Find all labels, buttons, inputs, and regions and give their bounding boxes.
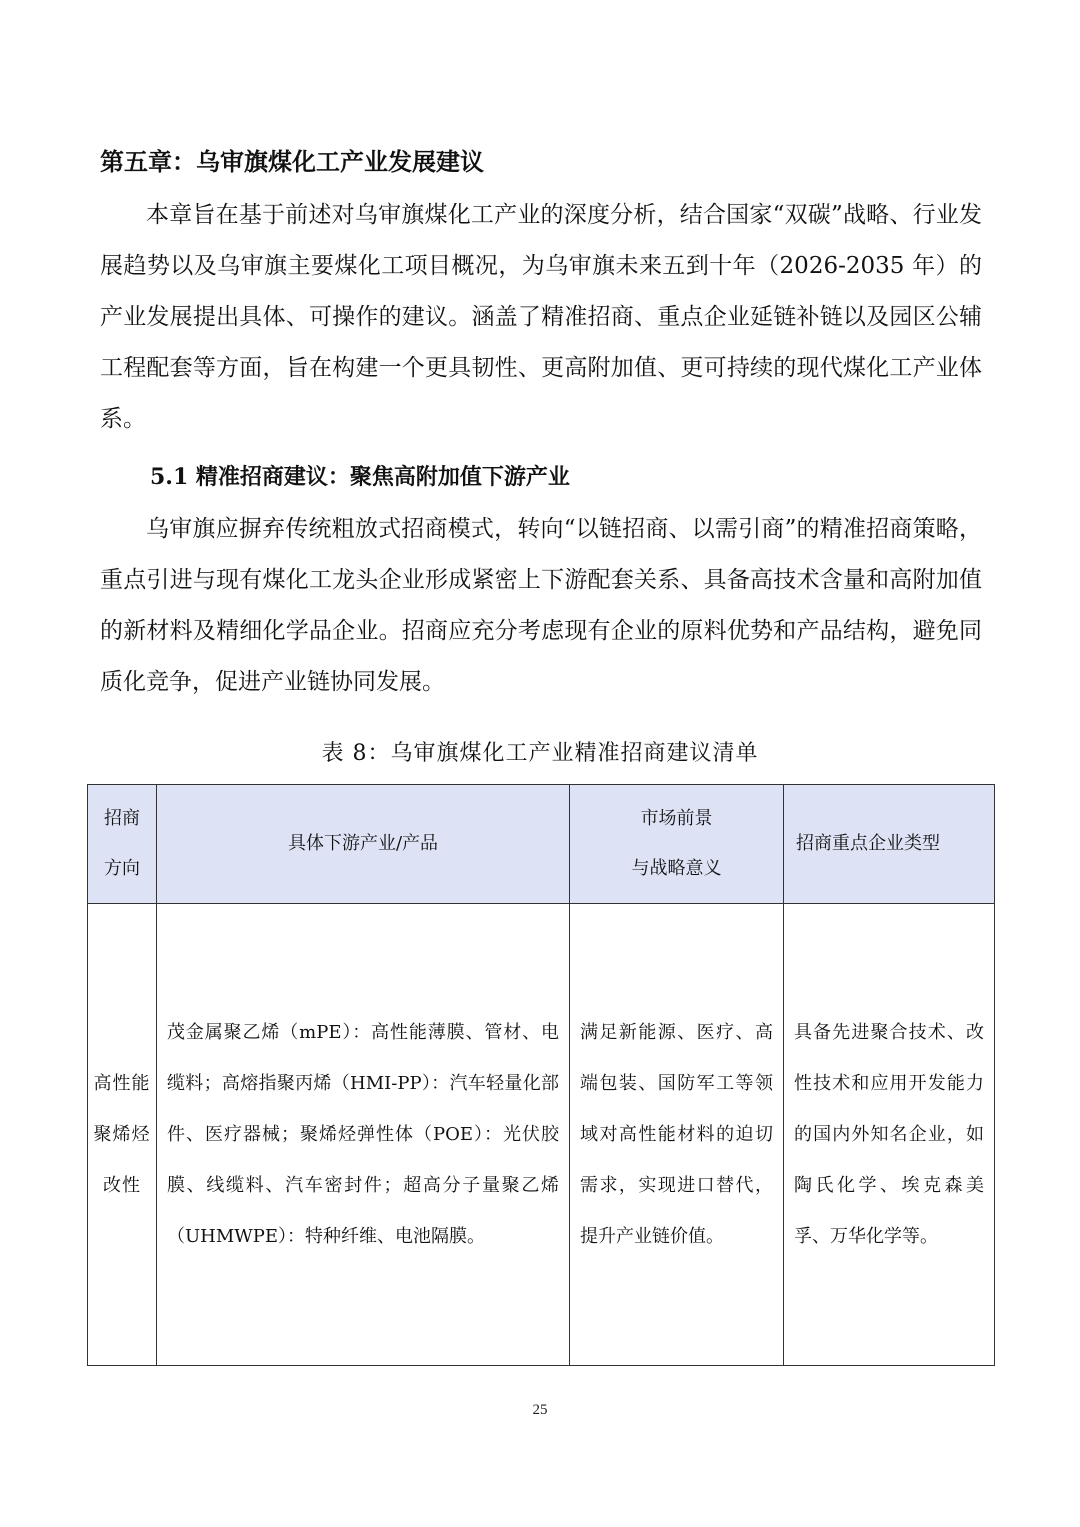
header-products: 具体下游产业/产品 bbox=[157, 785, 570, 904]
header-direction bbox=[88, 785, 157, 904]
table-header-row bbox=[88, 785, 995, 904]
section-paragraph: 乌审旗应摒弃传统粗放式招商模式，转向“以链招商、以需引商”的精准招商策略，重点引进与现有煤化工龙头企业形成紧密上下游配套关系、具备高技术含量和高附加值的新材料及精细化学品企业。招商应充分考虑现有企业的原料优势和产品结构，避免同质化竞争，促进产业链协同发展。 bbox=[100, 516, 982, 695]
intro-paragraph: 本章旨在基于前述对乌审旗煤化工产业的深度分析，结合国家“双碳”战略、行业发展趋势以及乌审旗主要煤化工项目概况，为乌审旗未来五到十年（2026-2035 年）的产业发展提出具体、可操作的建议。涵盖了精准招商、重点企业延链补链以及园区公辅工程配套等方面，旨在构建一个更具韧性、更高附加值、更可持续的现代煤化工产业体系。 bbox=[100, 202, 982, 432]
recommendation-table bbox=[87, 784, 995, 1366]
header-market bbox=[570, 785, 784, 904]
header-market-line1: 市场前景 bbox=[640, 808, 713, 829]
cell-firms: 具备先进聚合技术、改性技术和应用开发能力的国内外知名企业，如陶氏化学、埃克森美孚、万华化学等。 bbox=[784, 904, 995, 1366]
table-row bbox=[88, 904, 995, 1366]
cell-direction: 高性能聚烯烃改性 bbox=[88, 904, 157, 1366]
page-number: 25 bbox=[532, 1402, 548, 1418]
header-direction-line1: 招商 bbox=[104, 808, 140, 829]
header-market-line2: 与战略意义 bbox=[631, 858, 722, 879]
header-direction-line2: 方向 bbox=[104, 858, 140, 879]
cell-market: 满足新能源、医疗、高端包装、国防军工等领域对高性能材料的迫切需求，实现进口替代，提升产业链价值。 bbox=[570, 904, 784, 1366]
section-title: 5.1 精准招商建议：聚焦高附加值下游产业 bbox=[150, 464, 570, 490]
table-caption: 表 8：乌审旗煤化工产业精准招商建议清单 bbox=[321, 741, 759, 766]
header-firms: 招商重点企业类型 bbox=[784, 785, 995, 904]
chapter-title: 第五章：乌审旗煤化工产业发展建议 bbox=[100, 148, 484, 176]
cell-products: 茂金属聚乙烯（mPE）：高性能薄膜、管材、电缆料；高熔指聚丙烯（HMI-PP）：汽车轻量化部件、医疗器械；聚烯烃弹性体（POE）：光伏胶膜、线缆料、汽车密封件；超高分子量聚乙烯（UHMWPE）：特种纤维、电池隔膜。 bbox=[157, 904, 570, 1366]
